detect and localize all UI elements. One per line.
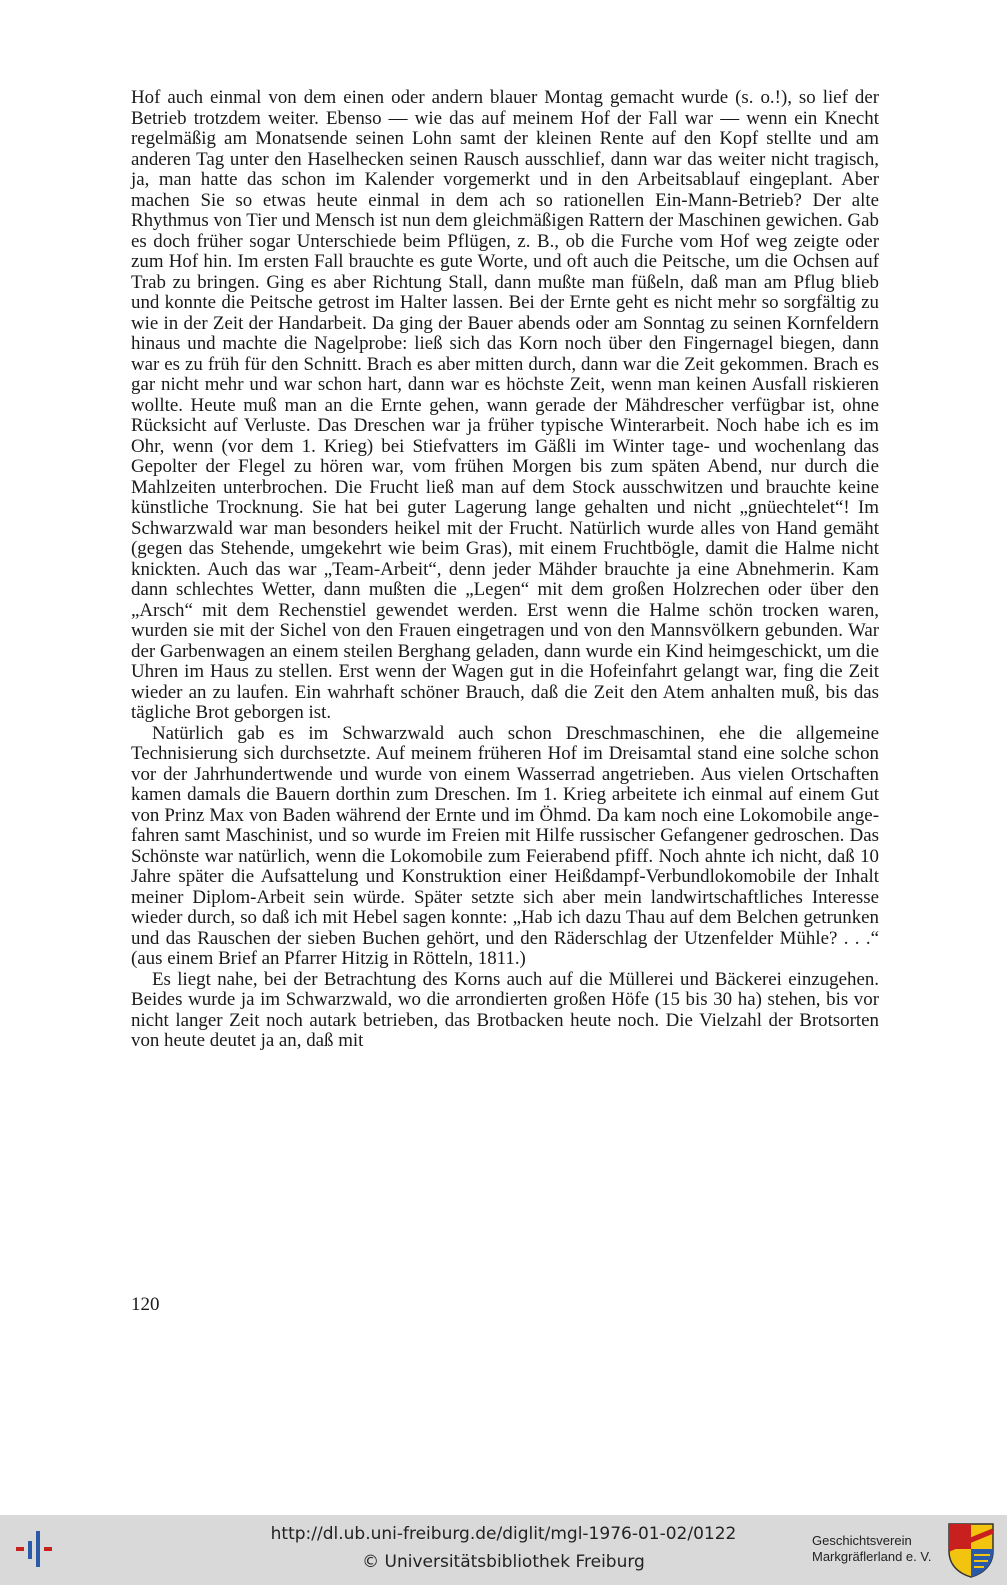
book-page-body	[131, 88, 879, 1052]
permalink-url[interactable]: http://dl.ub.uni-freiburg.de/diglit/mgl-1976-01-02/0122	[270, 1524, 737, 1544]
paragraph: Hof auch einmal von dem einen oder andern blauer Montag gemacht wurde (s. o.!), so lief der Betrieb trotzdem weiter. Ebenso — wie das auf meinem Hof der Fall war — wenn ein Knecht regelmäßig am Monatsende seinen Lohn samt der kleinen Rente auf den Kopf stellte und am anderen Tag unter den Haselhecken seinen Rausch ausschlief, dann war das weiter nicht tragisch, ja, man hatte das schon im Kalender vorgemerkt und in den Arbeitsablauf eingeplant. Aber machen Sie so etwas heute einmal in dem ach so rationellen Ein-Mann-Betrieb? Der alte Rhythmus von Tier und Mensch ist nun dem gleichmäßigen Rattern der Maschinen gewichen. Gab es doch früher sogar Unterschiede beim Pflügen, z. B., ob die Furche vom Hof weg zeigte oder zum Hof hin. Im ersten Fall brauchte es gute Worte, und oft auch die Peitsche, um die Ochsen auf Trab zu bringen. Ging es aber Richtung Stall, dann mußte man füßeln, daß man am Pflug blieb und konnte die Peitsche getrost im Halter lassen. Bei der Ernte geht es nicht mehr so sorgfältig zu wie in der Zeit der Handarbeit. Da ging der Bauer abends oder am Sonntag zu seinen Kornfeldern hinaus und machte die Nagelprobe: ließ sich das Korn noch über den Fingernagel biegen, dann war es zu früh für den Schnitt. Brach es aber mitten durch, dann war die Zeit gekommen. Brach es gar nicht mehr und war schon hart, dann war es höchste Zeit, wenn man keinen Ausfall riskieren wollte. Heute muß man an die Ernte gehen, wann gerade der Mähdrescher verfügbar ist, ohne Rücksicht auf Verluste. Das Dreschen war ja früher typische Winterarbeit. Noch habe ich es im Ohr, wenn (vor dem 1. Krieg) bei Stiefvatters im Gäßli im Winter tage- und wochenlang das Gepolter der Flegel zu hören war, vom frühen Morgen bis zum späten Abend, nur durch die Mahlzeiten unterbrochen. Die Frucht ließ man auf dem Stock ausschwitzen und brauchte keine künstliche Trocknung. Sie hat bei guter Lagerung lange gehalten und nicht „gnüechtelet“! Im Schwarzwald war man besonders heikel mit der Frucht. Natürlich wurde alles von Hand gemäht (gegen das Stehende, umgekehrt wie beim Gras), mit einem Fruchtbögle, damit die Halme nicht knickten. Auch das war „Team-Arbeit“, denn jeder Mähder brauchte ja eine Abnehmerin. Kam dann schlechtes Wetter, dann mußten die „Legen“ mit dem großen Holzrechen oder über den „Arsch“ mit dem Rechenstiel gewendet werden. Erst wenn die Halme schön trocken waren, wurden sie mit der Sichel von den Frauen eingetragen und von den Mannsvölkern gebunden. War der Garbenwagen an einem steilen Berghang geladen, dann wurde ein Kind heimgeschickt, um die Uhren im Haus zu stellen. Erst wenn der Wagen gut in die Hofeinfahrt gelangt war, fing die Zeit wieder an zu laufen. Ein wahrhaft schöner Brauch, daß die Zeit den Atem anhalten muß, bis das tägliche Brot geborgen ist.	[131, 87, 879, 723]
page-number: 120	[131, 1294, 160, 1315]
paragraph: Es liegt nahe, bei der Betrachtung des Korns auch auf die Müllerei und Bäckerei einzugehen. Beides wurde ja im Schwarzwald, wo die arrondierten großen Höfe (15 bis 30 ha) stehen, bis vor nicht langer Zeit noch autark betrieben, das Brotbacken heute noch. Die Vielzahl der Brotsorten von heute deutet ja an, daß mit	[131, 968, 879, 1051]
society-name-line2: Markgräflerland e. V.	[812, 1549, 932, 1564]
society-name	[812, 1533, 942, 1565]
coat-of-arms-icon	[946, 1521, 996, 1579]
footer-bar	[0, 1515, 1007, 1585]
society-name-line1: Geschichtsverein	[812, 1533, 912, 1548]
paragraph: Natürlich gab es im Schwarzwald auch schon Dreschmaschinen, ehe die allgemeine Technisierung sich durchsetzte. Auf meinem früheren Hof im Dreisamtal stand eine solche schon vor der Jahrhundertwende und wurde von einem Wasserrad angetrieben. Aus vielen Ortschaften kamen damals die Bauern dorthin zum Dreschen. Im 1. Krieg arbeitete ich einmal auf einem Gut von Prinz Max von Baden während der Ernte und im Öhmd. Da kam noch eine Lokomobile angefahren samt Maschinist, und so wurde im Freien mit Hilfe russischer Gefangener gedroschen. Das Schönste war natürlich, wenn die Lokomobile zum Feierabend pfiff. Noch ahnte ich nicht, daß 10 Jahre später die Aufsattelung und Konstruktion einer Heißdampf-Verbundlokomobile der Inhalt meiner Diplom-Arbeit sein würde. Später setzte sich aber mein landwirtschaftliches Interesse wieder durch, so daß ich mit Hebel sagen konnte: „Hab ich dazu Thau auf dem Belchen getrunken und das Rauschen der sieben Buchen gehört, und den Räderschlag der Utzenfelder Mühle? . . .“ (aus einem Brief an Pfarrer Hitzig in Rötteln, 1811.)	[131, 722, 879, 969]
copyright-notice: © Universitätsbibliothek Freiburg	[362, 1552, 645, 1572]
